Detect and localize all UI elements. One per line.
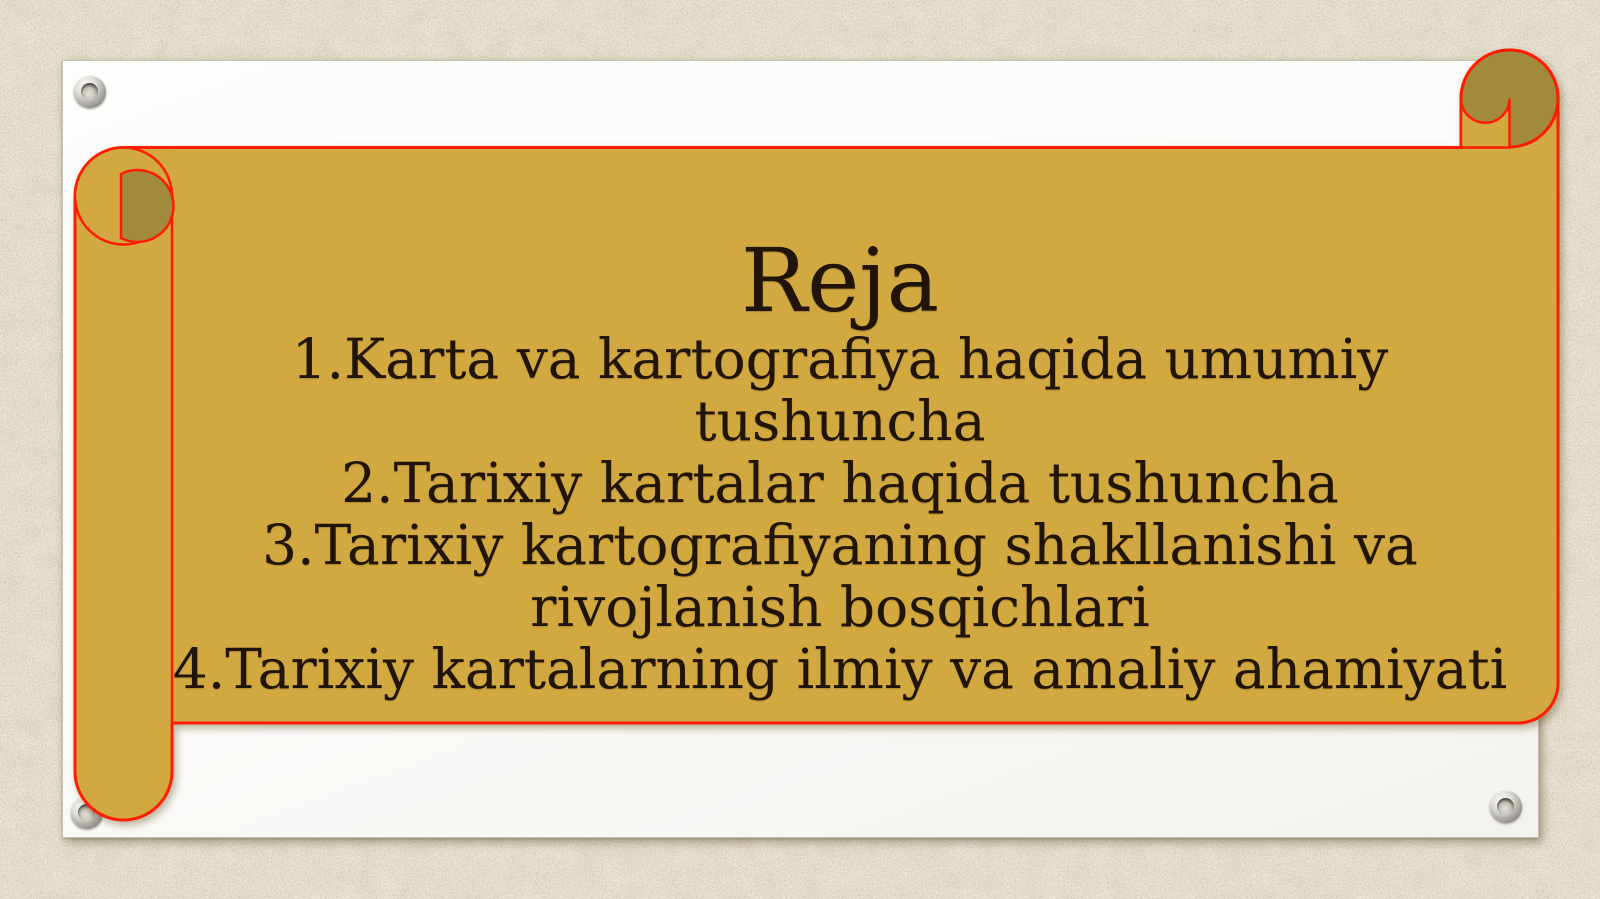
plan-item: 2.Tarixiy kartalar haqida tushuncha [341, 451, 1339, 515]
plan-list [170, 328, 1510, 700]
plan-item: 1.Karta va kartografiya haqida umumiy tushuncha [291, 327, 1389, 453]
slide-title: Reja [740, 229, 940, 332]
plan-item: 4.Tarixiy kartalarning ilmiy va amaliy ahamiyati [172, 637, 1508, 701]
plan-item: 3.Tarixiy kartografiyaning shakllanishi va rivojlanish bosqichlari [262, 513, 1418, 639]
